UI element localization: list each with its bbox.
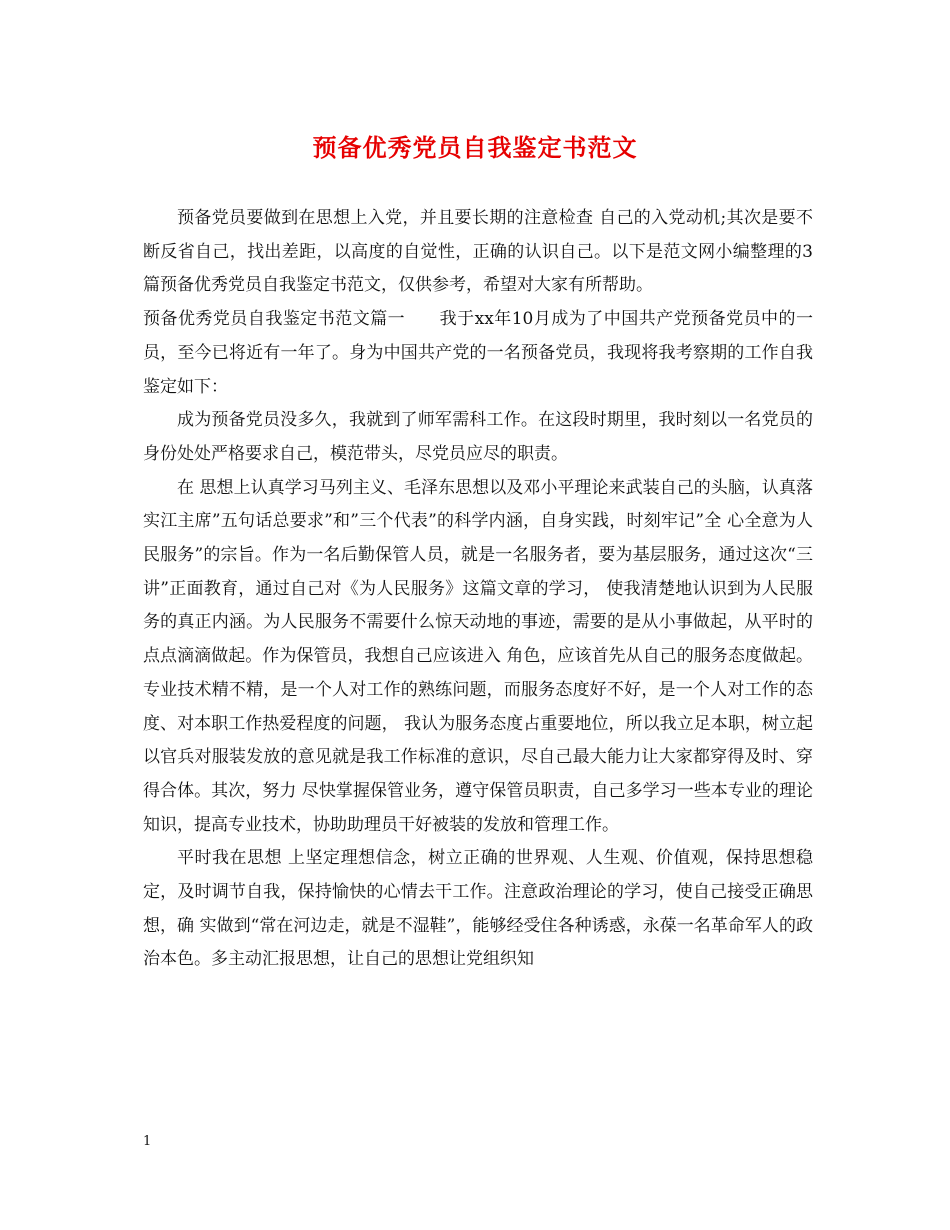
body-paragraph-2: 在 思想上认真学习马列主义、毛泽东思想以及邓小平理论来武装自己的头脑，认真落实江主席”五句话总要求”和”三个代表”的科学内涵，自身实践，时刻牢记”全 心全意为人民服务”的宗旨。作为一名后勤保管人员，就是一名服务者，要为基层服务，通过这次“三讲”正面教育，通过自己对《为人民服务》这篇文章的学习， 使我清楚地认识到为人民服务的真正内涵。为人民服务不需要什么惊天动地的事迹，需要的是从小事做起，从平时的点点滴滴做起。作为保管员，我想自己应该进入 角色，应该首先从自己的服务态度做起。专业技术精不精，是一个人对工作的熟练问题，而服务态度好不好，是一个人对工作的态度、对本职工作热爱程度的问题， 我认为服务态度占重要地位，所以我立足本职，树立起以官兵对服装发放的意见就是我工作标准的意识，尽自己最大能力让大家都穿得及时、穿得合体。其次，努力 尽快掌握保管业务，遵守保管员职责，自己多学习一些本专业的理论知识，提高专业技术，协助助理员干好被装的发放和管理工作。 — [143, 477, 813, 835]
page-number: 1 — [143, 1134, 152, 1149]
section-opening: 我于xx年10月成为了中国共产党预备党员中的一员，至今已将近有一年了。身为中国共产党的一名预备党员，我现将我考察期的工作自我鉴定如下： — [143, 309, 814, 397]
intro-paragraph: 预备党员要做到在思想上入党，并且要长期的注意检查 自己的入党动机;其次是要不断反省自己，找出差距，以高度的自觉性，正确的认识自己。以下是范文网小编整理的3篇预备优秀党员自我鉴定书范文，仅供参考，希望对大家有所帮助。 — [143, 208, 813, 296]
body-paragraph-1: 成为预备党员没多久，我就到了师军需科工作。在这段时期里，我时刻以一名党员的身份处处严格要求自己，模范带头，尽党员应尽的职责。 — [143, 410, 813, 464]
section-heading: 预备优秀党员自我鉴定书范文篇一 — [143, 309, 406, 330]
page-title: 预备优秀党员自我鉴定书范文 — [312, 133, 638, 162]
body-paragraph-3: 平时我在思想 上坚定理想信念，树立正确的世界观、人生观、价值观，保持思想稳定，及时调节自我，保持愉快的心情去干工作。注意政治理论的学习，使自己接受正确思想，确 实做到“常在河边走，就是不湿鞋”，能够经受住各种诱惑，永葆一名革命军人的政治本色。多主动汇报思想，让自己的思想让党组织知 — [143, 848, 813, 970]
document-body — [143, 202, 813, 977]
section-heading-line — [143, 303, 813, 404]
